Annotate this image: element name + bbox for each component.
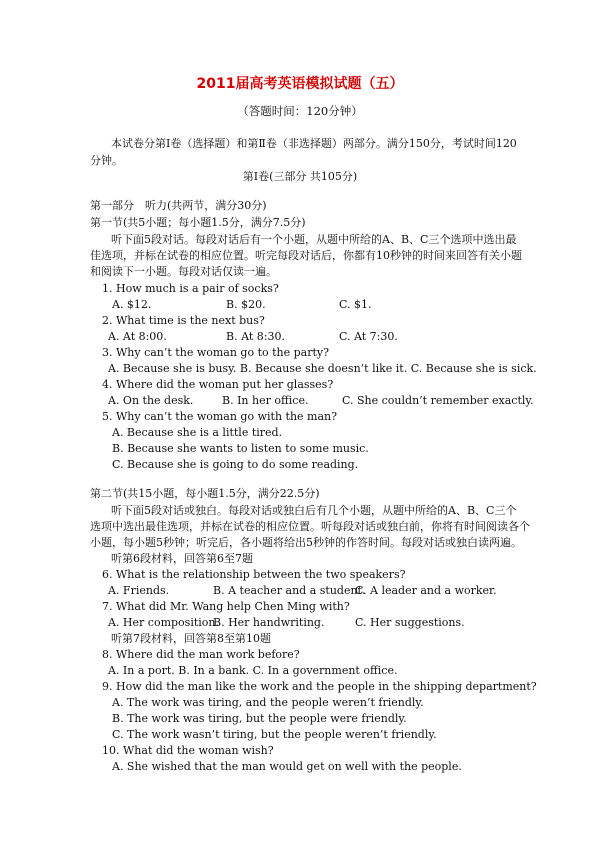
- question-1-stem: 1. How much is a pair of socks?: [102, 282, 279, 295]
- question-8-options: A. In a port. B. In a bank. C. In a government office.: [108, 664, 398, 677]
- question-4-option-a: A. On the desk.: [108, 394, 194, 407]
- section1-title: 第一节(共5小题；每小题1.5分，满分7.5分): [90, 216, 306, 229]
- material-6-note: 听第6段材料，回答第6至7题: [111, 552, 253, 565]
- material-7-note: 听第7段材料，回答第8至第10题: [111, 632, 271, 645]
- section2-title: 第二节(共15小题，每小题1.5分，满分22.5分): [90, 487, 320, 500]
- question-9-option-b: B. The work was tiring, but the people were friendly.: [112, 712, 407, 725]
- question-3-stem: 3. Why can’t the woman go to the party?: [102, 346, 330, 359]
- question-2-option-a: A. At 8:00.: [108, 330, 167, 343]
- section1-instruction-1: 听下面5段对话。每段对话后有一个小题，从题中所给的A、B、C三个选项中选出最: [111, 233, 517, 246]
- question-1-option-a: A. $12.: [112, 298, 152, 311]
- question-9-option-a: A. The work was tiring, and the people weren’t friendly.: [112, 696, 424, 709]
- question-7-option-c: C. Her suggestions.: [355, 616, 465, 629]
- question-7-option-b: B. Her handwriting.: [213, 616, 325, 629]
- question-5-option-a: A. Because she is a little tired.: [112, 426, 283, 439]
- part1-title: 第一部分 听力(共两节，满分30分): [90, 199, 267, 212]
- question-4-option-b: B. In her office.: [222, 394, 309, 407]
- section2-instruction-1: 听下面5段对话或独白。每段对话或独白后有几个小题，从题中所给的A、B、C三个: [111, 504, 517, 517]
- question-2-stem: 2. What time is the next bus?: [102, 314, 265, 327]
- section2-instruction-3: 小题，每小题5秒钟；听完后，各小题将给出5秒钟的作答时间。每段对话或独白读两遍。: [90, 536, 522, 549]
- question-1-option-b: B. $20.: [226, 298, 266, 311]
- question-1-option-c: C. $1.: [339, 298, 372, 311]
- question-9-stem: 9. How did the man like the work and the people in the shipping department?: [102, 680, 537, 693]
- question-10-option-a: A. She wished that the man would get on well with the people.: [112, 760, 462, 773]
- question-7-stem: 7. What did Mr. Wang help Chen Ming with?: [102, 600, 350, 613]
- question-6-option-c: C. A leader and a worker.: [355, 584, 497, 597]
- question-9-option-c: C. The work wasn’t tiring, but the people weren’t friendly.: [112, 728, 437, 741]
- question-6-stem: 6. What is the relationship between the two speakers?: [102, 568, 406, 581]
- question-6-option-a: A. Friends.: [108, 584, 170, 597]
- time-note: （答题时间：120分钟）: [237, 104, 363, 118]
- question-4-option-c: C. She couldn’t remember exactly.: [342, 394, 534, 407]
- question-5-stem: 5. Why can’t the woman go with the man?: [102, 410, 338, 423]
- volume1-title: 第Ⅰ卷(三部分 共105分): [242, 170, 358, 183]
- question-4-stem: 4. Where did the woman put her glasses?: [102, 378, 334, 391]
- question-3-options: A. Because she is busy. B. Because she doesn’t like it. C. Because she is sick.: [108, 362, 537, 375]
- question-5-option-b: B. Because she wants to listen to some music.: [112, 442, 369, 455]
- question-8-stem: 8. Where did the man work before?: [102, 648, 300, 661]
- question-5-option-c: C. Because she is going to do some reading.: [112, 458, 359, 471]
- intro-line-1: 本试卷分第Ⅰ卷（选择题）和第Ⅱ卷（非选择题）两部分。满分150分，考试时间120: [111, 137, 517, 150]
- question-2-option-c: C. At 7:30.: [339, 330, 398, 343]
- intro-line-2: 分钟。: [90, 154, 123, 167]
- section2-instruction-2: 选项中选出最佳选项，并标在试卷的相应位置。听每段对话或独白前，你将有时间阅读各个: [90, 520, 530, 533]
- question-6-option-b: B. A teacher and a student.: [213, 584, 366, 597]
- question-10-stem: 10. What did the woman wish?: [102, 744, 274, 757]
- section1-instruction-3: 和阅读下一小题。每段对话仅读一遍。: [90, 265, 277, 278]
- section1-instruction-2: 佳选项，并标在试卷的相应位置。听完每段对话后，你都有10秒钟的时间来回答有关小题: [90, 249, 522, 262]
- question-7-option-a: A. Her composition.: [108, 616, 219, 629]
- question-2-option-b: B. At 8:30.: [226, 330, 285, 343]
- page-title: 2011届高考英语模拟试题（五）: [196, 76, 404, 92]
